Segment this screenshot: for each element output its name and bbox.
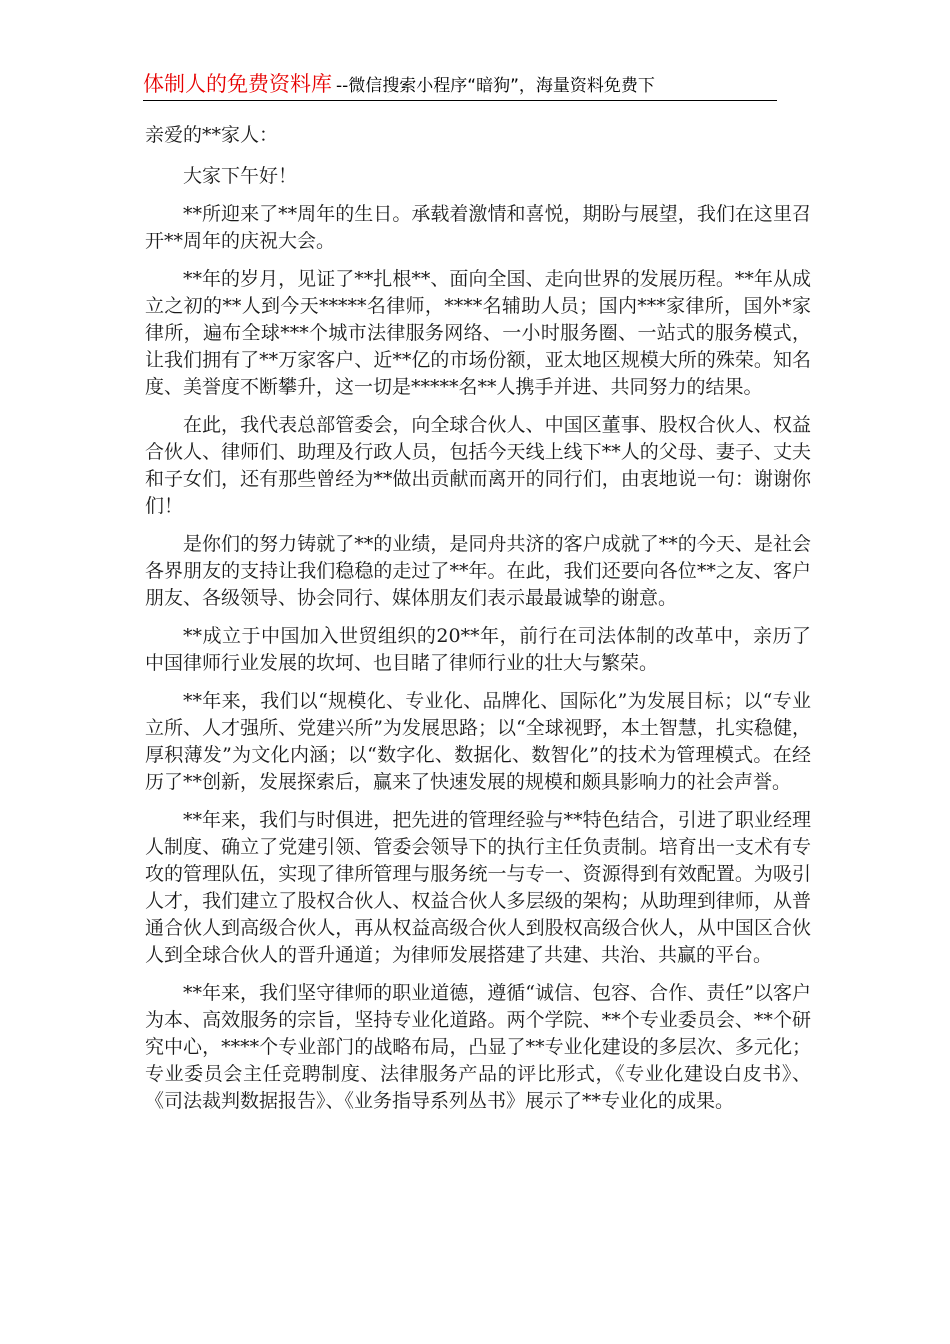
paragraph-thanks: 在此，我代表总部管委会，向全球合伙人、中国区董事、股权合伙人、权益合伙人、律师们、助理及行政人员，包括今天线上线下**人的父母、妻子、丈夫和子女们，还有那些曾经为**做出贡献而离开的同行们，由衷地说一句：谢谢你们！ [145,414,811,517]
salutation: 亲爱的**家人： [145,124,279,146]
paragraph-history: **年的岁月，见证了**扎根**、面向全国、走向世界的发展历程。**年从成立之初的**人到今天*****名律师，****名辅助人员；国内***家律所，国外*家律所，遍布全球***个城市法律服务网络、一小时服务圈、一站式的服务模式，让我们拥有了**万家客户、近**亿的市场份额，亚太地区规模大所的殊荣。知名度、美誉度不断攀升，这一切是*****名**人携手并进、共同努力的结果。 [145,268,811,398]
letter-body [145,122,811,1126]
paragraph-founding: **成立于中国加入世贸组织的20**年，前行在司法体制的改革中，亲历了中国律师行业发展的坎坷、也目睹了律师行业的壮大与繁荣。 [145,625,811,674]
page-header [143,68,777,101]
paragraph-management: **年来，我们与时俱进，把先进的管理经验与**特色结合，引进了职业经理人制度、确立了党建引领、管委会领导下的执行主任负责制。培育出一支术有专攻的管理队伍，实现了律所管理与服务统一与专一、资源得到有效配置。为吸引人才，我们建立了股权合伙人、权益合伙人多层级的架构；从助理到律师，从普通合伙人到高级合伙人，再从权益高级合伙人到股权高级合伙人，从中国区合伙人到全球合伙人的晋升通道；为律师发展搭建了共建、共治、共赢的平台。 [145,809,811,966]
paragraph-anniversary: **所迎来了**周年的生日。承载着激情和喜悦，期盼与展望，我们在这里召开**周年的庆祝大会。 [145,203,811,252]
paragraph-goals: **年来，我们以“规模化、专业化、品牌化、国际化”为发展目标；以“专业立所、人才强所、党建兴所”为发展思路；以“全球视野，本土智慧，扎实稳健，厚积薄发”为文化内涵；以“数字化、数据化、数智化”的技术为管理模式。在经历了**创新，发展探索后，赢来了快速发展的规模和颇具影响力的社会声誉。 [145,690,811,793]
header-slogan: --微信搜索小程序“暗狗”，海量资料免费下 [336,76,655,96]
paragraph-ethics: **年来，我们坚守律师的职业道德，遵循“诚信、包容、合作、责任”以客户为本、高效服务的宗旨，坚持专业化道路。两个学院、**个专业委员会、**个研究中心，****个专业部门的战略布局，凸显了**专业化建设的多层次、多元化；专业委员会主任竞聘制度、法律服务产品的评比形式，《专业化建设白皮书》、《司法裁判数据报告》、《业务指导系列丛书》展示了**专业化的成果。 [145,982,811,1112]
header-brand: 体制人的免费资料库 [143,72,332,96]
paragraph-gratitude: 是你们的努力铸就了**的业绩，是同舟共济的客户成就了**的今天、是社会各界朋友的支持让我们稳稳的走过了**年。在此，我们还要向各位**之友、客户朋友、各级领导、协会同行、媒体朋友们表示最最诚挚的谢意。 [145,533,811,609]
paragraph-greeting: 大家下午好！ [183,165,298,187]
